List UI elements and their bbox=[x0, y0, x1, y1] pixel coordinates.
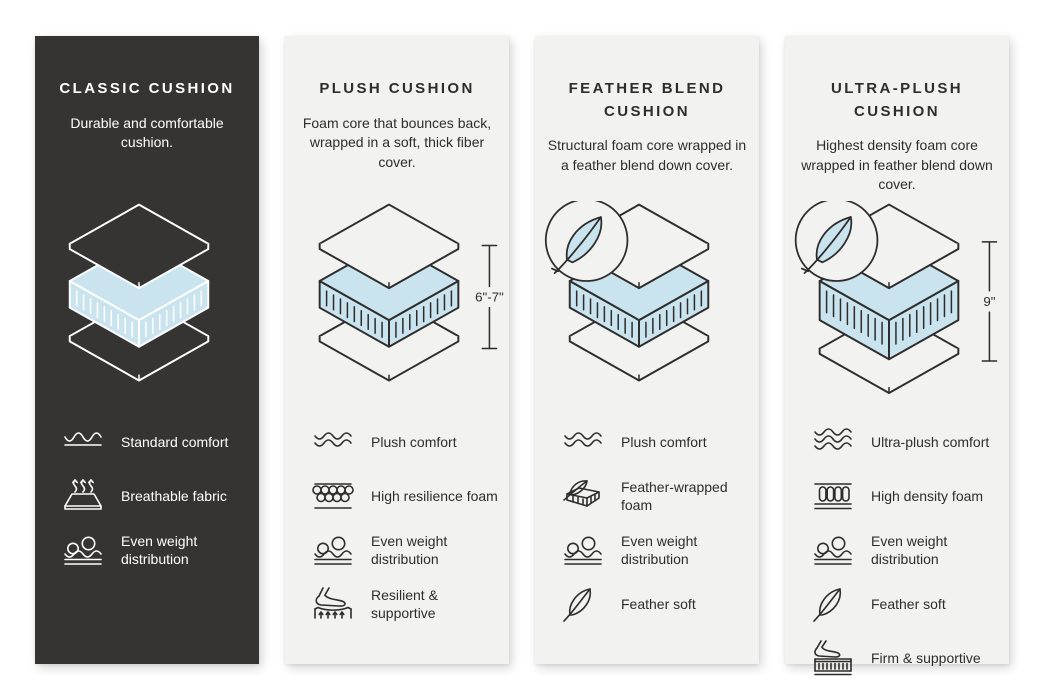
feature-list bbox=[785, 422, 1009, 678]
feature-item bbox=[310, 422, 509, 462]
feature-item bbox=[560, 422, 759, 462]
svg-text:9": 9" bbox=[983, 293, 996, 309]
feature-item bbox=[310, 530, 509, 570]
feature-item bbox=[810, 638, 1009, 678]
feature-label: Standard comfort bbox=[121, 433, 229, 450]
cushion-layers-illustration bbox=[35, 196, 259, 406]
feature-item bbox=[560, 530, 759, 570]
feature-item bbox=[60, 476, 259, 516]
wave-triple-icon bbox=[810, 422, 856, 462]
feature-label: Even weight distribution bbox=[371, 532, 448, 567]
resilient-foot-icon bbox=[310, 584, 356, 624]
feather-icon bbox=[560, 584, 606, 624]
column-title: ULTRA-PLUSH CUSHION bbox=[831, 80, 963, 120]
feature-label: Feather soft bbox=[871, 595, 946, 612]
feature-item bbox=[810, 530, 1009, 570]
wave-double-icon bbox=[560, 422, 606, 462]
even-weight-icon bbox=[310, 530, 356, 570]
cushion-layers-illustration bbox=[785, 196, 1009, 406]
feature-item bbox=[810, 422, 1009, 462]
feather-icon bbox=[810, 584, 856, 624]
column-header bbox=[535, 36, 759, 196]
feature-label: Plush comfort bbox=[621, 433, 707, 450]
breathable-icon bbox=[60, 476, 106, 516]
feature-label: Plush comfort bbox=[371, 433, 457, 450]
feature-list bbox=[285, 422, 509, 624]
feature-label: Even weight distribution bbox=[871, 532, 948, 567]
column-header bbox=[35, 36, 259, 196]
feature-label: Breathable fabric bbox=[121, 487, 227, 504]
firm-foot-icon bbox=[810, 638, 856, 678]
feature-item bbox=[60, 422, 259, 462]
column-header bbox=[785, 36, 1009, 196]
feature-label: Feather-wrapped foam bbox=[621, 478, 728, 513]
feature-list bbox=[535, 422, 759, 624]
feature-label: Firm & supportive bbox=[871, 649, 981, 666]
resilience-foam-icon bbox=[310, 476, 356, 516]
feature-label: Ultra-plush comfort bbox=[871, 433, 990, 450]
wave-double-icon bbox=[310, 422, 356, 462]
column-title: FEATHER BLEND CUSHION bbox=[568, 80, 726, 120]
feature-item bbox=[560, 584, 759, 624]
feature-item bbox=[810, 584, 1009, 624]
column-feather-blend-cushion bbox=[535, 36, 759, 664]
even-weight-icon bbox=[810, 530, 856, 570]
column-ultra-plush-cushion bbox=[785, 36, 1009, 664]
feather-foam-icon bbox=[560, 476, 606, 516]
cushion-comparison-board bbox=[35, 36, 1009, 664]
feature-item bbox=[560, 476, 759, 516]
feature-item bbox=[310, 584, 509, 624]
feature-item bbox=[310, 476, 509, 516]
column-plush-cushion bbox=[285, 36, 509, 664]
cushion-layers-illustration bbox=[535, 196, 759, 406]
feature-label: Even weight distribution bbox=[121, 532, 198, 567]
feature-label: Resilient & supportive bbox=[371, 586, 438, 621]
even-weight-icon bbox=[60, 530, 106, 570]
column-description: Foam core that bounces back, wrapped in a soft, thick fiber cover. bbox=[302, 114, 492, 170]
column-description: Highest density foam core wrapped in feather blend down cover. bbox=[801, 137, 993, 193]
even-weight-icon bbox=[560, 530, 606, 570]
feature-label: Feather soft bbox=[621, 595, 696, 612]
density-foam-icon bbox=[810, 476, 856, 516]
feature-list bbox=[35, 422, 259, 570]
feature-label: High resilience foam bbox=[371, 487, 498, 504]
feature-item bbox=[810, 476, 1009, 516]
column-title: CLASSIC CUSHION bbox=[59, 80, 235, 97]
column-title: PLUSH CUSHION bbox=[319, 80, 475, 97]
column-description: Structural foam core wrapped in a feather blend down cover. bbox=[547, 137, 747, 173]
feature-item bbox=[60, 530, 259, 570]
feature-label: High density foam bbox=[871, 487, 984, 504]
feature-label: Even weight distribution bbox=[621, 532, 698, 567]
cushion-layers-illustration bbox=[285, 196, 509, 406]
column-classic-cushion bbox=[35, 36, 259, 664]
column-header bbox=[285, 36, 509, 196]
column-description: Durable and comfortable cushion. bbox=[70, 114, 224, 151]
wave-single-icon bbox=[60, 422, 106, 462]
svg-text:6"-7": 6"-7" bbox=[475, 289, 504, 305]
